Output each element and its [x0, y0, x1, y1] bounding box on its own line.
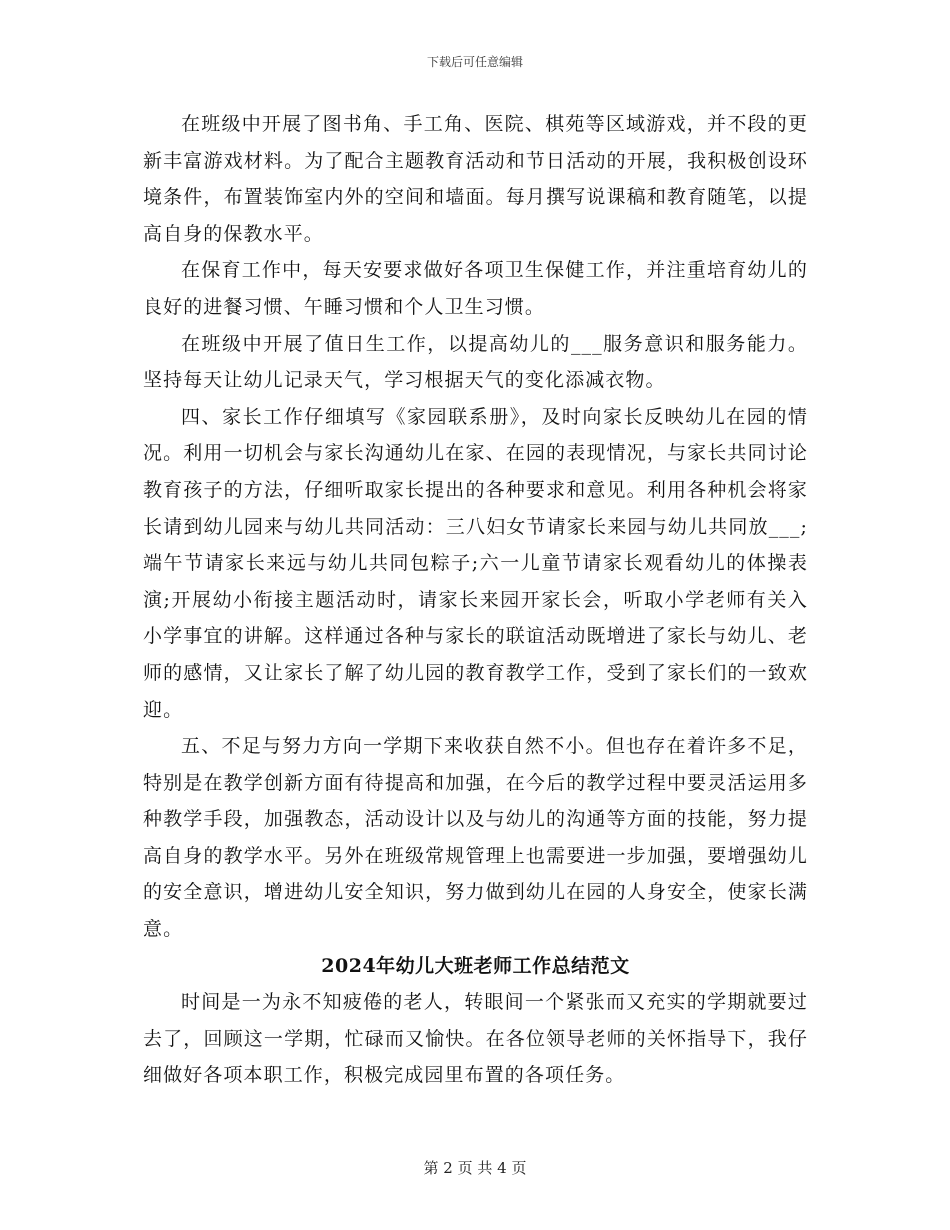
section-title: 2024年幼儿大班老师工作总结范文 [321, 954, 630, 977]
paragraph-intro: 时间是一为永不知疲倦的老人，转眼间一个紧张而又充实的学期就要过去了，回顾这一学期，忙碌而又愉快。在各位领导老师的关怀指导下，我仔细做好各项本职工作，积极完成园里布置的各项任务。 [143, 991, 808, 1087]
paragraph-area-games: 在班级中开展了图书角、手工角、医院、棋苑等区域游戏，并不段的更新丰富游戏材料。为了配合主题教育活动和节日活动的开展，我积极创设环境条件，布置装饰室内外的空间和墙面。每月撰写说课稿和教育随笔，以提高自身的保教水平。 [143, 113, 808, 245]
paragraph-parent-work: 四、家长工作仔细填写《家园联系册》，及时向家长反映幼儿在园的情况。利用一切机会与家长沟通幼儿在家、在园的表现情况，与家长共同讨论教育孩子的方法，仔细听取家长提出的各种要求和意见。利用各种机会将家长请到幼儿园来与幼儿共同活动：三八妇女节请家长来园与幼儿共同放___;端午节请家长来远与幼儿共同包粽子;六一儿童节请家长观看幼儿的体操表演;开展幼小衔接主题活动时，请家长来园开家长会，听取小学老师有关入小学事宜的讲解。这样通过各种与家长的联谊活动既增进了家长与幼儿、老师的感情，又让家长了解了幼儿园的教育教学工作，受到了家长们的一致欢迎。 [143, 405, 808, 721]
paragraph-duty-work: 在班级中开展了值日生工作，以提高幼儿的___服务意识和服务能力。坚持每天让幼儿记录天气，学习根据天气的变化添减衣物。 [143, 332, 808, 392]
page-footer: 第 2 页 共 4 页 [423, 1159, 527, 1177]
document-body [143, 106, 808, 1094]
page-header: 下载后可任意编辑 [426, 55, 523, 69]
paragraph-health-care: 在保育工作中，每天安要求做好各项卫生保健工作，并注重培育幼儿的良好的进餐习惯、午睡习惯和个人卫生习惯。 [143, 259, 808, 318]
paragraph-shortcomings: 五、不足与努力方向一学期下来收获自然不小。但也存在着许多不足，特别是在教学创新方面有待提高和加强，在今后的教学过程中要灵活运用多种教学手段，加强教态，活动设计以及与幼儿的沟通等方面的技能，努力提高自身的教学水平。另外在班级常规管理上也需要进一步加强，要增强幼儿的安全意识，增进幼儿安全知识，努力做到幼儿在园的人身安全，使家长满意。 [143, 735, 808, 941]
